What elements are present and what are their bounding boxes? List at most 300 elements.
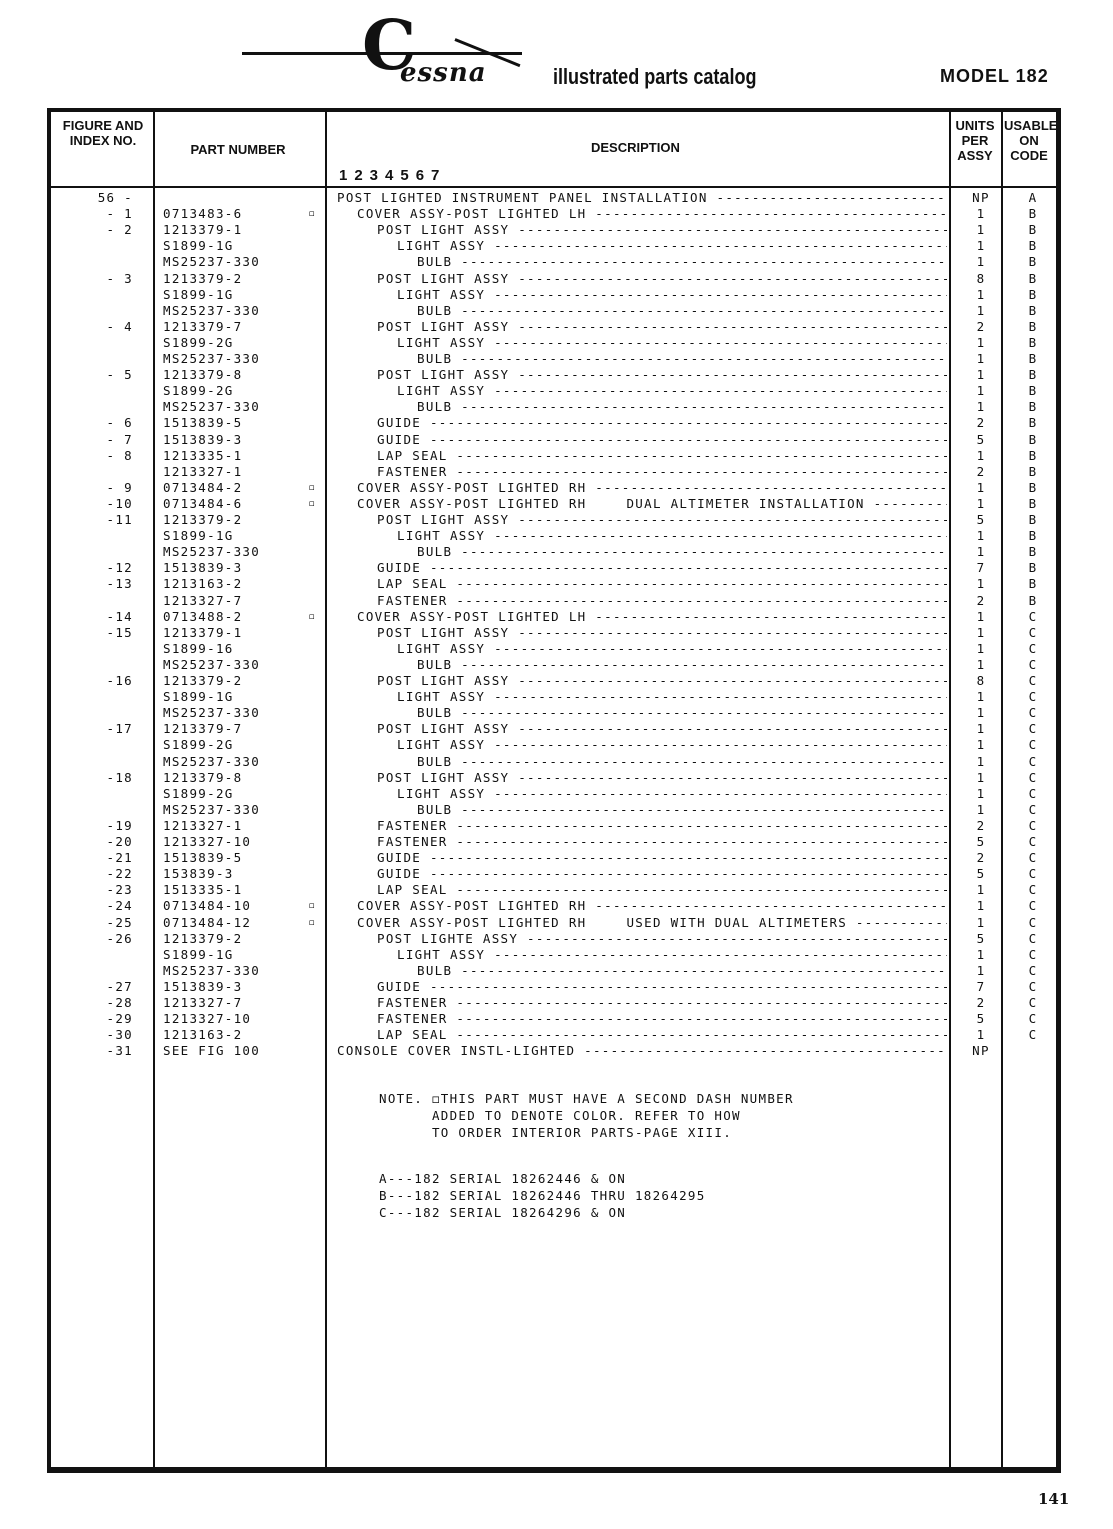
units-per-assy: 1 — [976, 769, 986, 785]
usable-on-code: C — [1028, 769, 1038, 785]
table-row — [51, 222, 1051, 238]
figure-index: - 3 — [106, 270, 133, 286]
usable-on-code: B — [1028, 495, 1038, 511]
table-row — [51, 818, 1051, 834]
usable-on-code: B — [1028, 302, 1038, 318]
units-per-assy: 2 — [976, 817, 986, 833]
units-per-assy: 1 — [976, 914, 986, 930]
indent-digits: 1234567 — [339, 167, 447, 184]
part-description: GUIDE ----- — [377, 560, 947, 576]
usable-on-code: B — [1028, 512, 1038, 527]
part-description: COVER ASSY-POST LIGHTED LH ----- — [357, 609, 947, 625]
part-description: LIGHT ASSY ----- — [397, 528, 947, 544]
usable-on-code: C — [1028, 656, 1038, 672]
usable-on-code: B — [1028, 238, 1038, 254]
table-row — [51, 657, 1051, 673]
part-description: GUIDE ----- — [377, 866, 947, 882]
page-header — [0, 0, 1113, 110]
figure-index: -21 — [106, 850, 133, 866]
usable-on-code: C — [1028, 608, 1038, 624]
figure-index: - 6 — [106, 415, 133, 431]
part-number: MS25237-330 — [163, 399, 261, 415]
units-per-assy: 1 — [976, 624, 986, 640]
usable-on-code: B — [1028, 431, 1038, 447]
table-row — [51, 432, 1051, 448]
figure-index: -16 — [106, 673, 133, 688]
figure-index: - 1 — [106, 206, 133, 222]
part-number: 1213327-1 — [163, 463, 243, 479]
part-number: S1899-16 — [163, 640, 234, 656]
units-per-assy: 1 — [976, 801, 986, 817]
part-description: LIGHT ASSY ----- — [397, 786, 947, 802]
table-row — [51, 625, 1051, 641]
part-number: 1213335-1 — [163, 447, 243, 463]
part-number: 1213379-8 — [163, 769, 243, 785]
part-description: LAP SEAL ----- — [377, 448, 947, 464]
part-number: MS25237-330 — [163, 753, 261, 769]
color-dash-marker: ◻ — [309, 901, 316, 912]
part-description: GUIDE ----- — [377, 979, 947, 995]
part-number: 1213327-7 — [163, 592, 243, 608]
table-row — [51, 963, 1051, 979]
units-per-assy: 1 — [976, 640, 986, 656]
usable-on-code: B — [1028, 592, 1038, 608]
catalog-subtitle: illustrated parts catalog — [553, 64, 757, 89]
page-number: 141 — [1038, 1490, 1070, 1508]
parts-table — [47, 108, 1061, 1473]
part-number: 0713483-6 — [163, 206, 243, 222]
table-row — [51, 480, 1051, 496]
table-row — [51, 947, 1051, 963]
table-row — [51, 351, 1051, 367]
units-per-assy: 1 — [976, 898, 986, 914]
part-description — [357, 915, 947, 931]
figure-index: -12 — [106, 560, 133, 576]
table-row — [51, 415, 1051, 431]
code-legend-a: A---182 SERIAL 18262446 & ON — [379, 1171, 627, 1186]
units-per-assy: 5 — [976, 431, 986, 447]
units-per-assy: 1 — [976, 528, 986, 544]
usable-on-code: B — [1028, 463, 1038, 479]
units-per-assy: 1 — [976, 785, 986, 801]
figure-index: -17 — [106, 721, 133, 737]
usable-on-code: B — [1028, 351, 1038, 366]
code-legend-c: C---182 SERIAL 18264296 & ON — [379, 1205, 627, 1220]
part-number: S1899-2G — [163, 737, 234, 753]
figure-index: -18 — [106, 769, 133, 785]
usable-on-code: C — [1028, 1011, 1038, 1027]
table-row — [51, 609, 1051, 625]
part-description: LIGHT ASSY ----- — [397, 335, 947, 351]
part-description: LAP SEAL ----- — [377, 576, 947, 592]
usable-on-code: B — [1028, 447, 1038, 463]
units-per-assy: 1 — [976, 753, 986, 769]
units-per-assy: 1 — [976, 238, 986, 254]
units-per-assy: 1 — [976, 447, 986, 463]
color-dash-marker: ◻ — [309, 482, 316, 493]
units-per-assy: 2 — [976, 415, 986, 431]
part-number: S1899-2G — [163, 383, 234, 399]
part-number: S1899-1G — [163, 946, 234, 962]
part-description: BULB ----- — [417, 754, 947, 770]
part-number: 1513839-5 — [163, 850, 243, 866]
figure-index: -19 — [106, 817, 133, 833]
table-row — [51, 287, 1051, 303]
units-per-assy: 1 — [976, 222, 986, 238]
units-per-assy: 1 — [976, 576, 986, 592]
part-description: BULB ----- — [417, 963, 947, 979]
part-number: MS25237-330 — [163, 801, 261, 817]
usable-on-code: C — [1028, 930, 1038, 946]
usable-on-code: B — [1028, 254, 1038, 270]
table-row — [51, 560, 1051, 576]
table-row — [51, 593, 1051, 609]
units-per-assy: 2 — [976, 995, 986, 1010]
part-number: 1513839-3 — [163, 978, 243, 994]
usable-on-code: C — [1028, 882, 1038, 898]
units-per-assy: 7 — [976, 560, 986, 576]
usable-on-code: C — [1028, 753, 1038, 769]
figure-index: -26 — [106, 930, 133, 946]
note-line: ADDED TO DENOTE COLOR. REFER TO HOW — [379, 1108, 741, 1123]
part-description: POST LIGHT ASSY ----- — [377, 721, 947, 737]
usable-on-code: B — [1028, 383, 1038, 399]
header-units: UNITS PER ASSY — [955, 118, 995, 163]
units-per-assy: 2 — [976, 463, 986, 479]
units-per-assy: 1 — [976, 351, 986, 366]
part-number: S1899-1G — [163, 238, 234, 254]
usable-on-code: C — [1028, 946, 1038, 962]
part-description: FASTENER ----- — [377, 834, 947, 850]
logo-initial: C — [362, 6, 417, 86]
usable-on-code: B — [1028, 560, 1038, 576]
part-description: POST LIGHT ASSY ----- — [377, 271, 947, 287]
part-description: POST LIGHTE ASSY ----- — [377, 931, 947, 947]
logo-wordmark: essna — [400, 58, 487, 88]
part-number: MS25237-330 — [163, 656, 261, 672]
usable-on-code: C — [1028, 850, 1038, 866]
usable-on-code: C — [1028, 673, 1038, 688]
part-number: 1213379-8 — [163, 367, 243, 383]
units-per-assy: 1 — [976, 1027, 986, 1043]
usable-on-code: C — [1028, 801, 1038, 817]
figure-index: 56 - — [97, 190, 133, 205]
part-description: POST LIGHT ASSY ----- — [377, 319, 947, 335]
units-per-assy: 1 — [976, 254, 986, 270]
units-per-assy: 1 — [976, 302, 986, 318]
part-number: 1213379-2 — [163, 930, 243, 946]
table-row — [51, 254, 1051, 270]
figure-index: -20 — [106, 834, 133, 849]
part-description: BULB ----- — [417, 399, 947, 415]
part-description: BULB ----- — [417, 254, 947, 270]
table-row — [51, 528, 1051, 544]
table-row — [51, 238, 1051, 254]
table-row — [51, 786, 1051, 802]
part-description: BULB ----- — [417, 657, 947, 673]
part-number: S1899-1G — [163, 286, 234, 302]
units-per-assy: 1 — [976, 721, 986, 737]
part-number: S1899-1G — [163, 528, 234, 544]
color-dash-marker: ◻ — [309, 917, 316, 928]
part-description: LAP SEAL ----- — [377, 1027, 947, 1043]
table-row — [51, 802, 1051, 818]
note-line: TO ORDER INTERIOR PARTS-PAGE XIII. — [379, 1125, 733, 1140]
figure-index: -27 — [106, 978, 133, 994]
part-number: 1213379-7 — [163, 318, 243, 334]
code-legend-b: B---182 SERIAL 18262446 THRU 18264295 — [379, 1188, 706, 1203]
units-per-assy: 7 — [976, 978, 986, 994]
table-row — [51, 915, 1051, 931]
units-per-assy: 1 — [976, 383, 986, 399]
description-note: USED WITH DUAL ALTIMETERS — [626, 914, 848, 930]
table-row — [51, 770, 1051, 786]
part-number: S1899-2G — [163, 785, 234, 801]
part-number: 1213379-2 — [163, 270, 243, 286]
part-description: FASTENER ----- — [377, 818, 947, 834]
part-number: 1213327-7 — [163, 995, 243, 1010]
units-per-assy: 1 — [976, 689, 986, 705]
part-description: LIGHT ASSY ----- — [397, 641, 947, 657]
units-per-assy: 2 — [976, 592, 986, 608]
usable-on-code: A — [1028, 190, 1038, 205]
part-description: COVER ASSY-POST LIGHTED RH ----- — [357, 898, 947, 914]
part-description: POST LIGHT ASSY ----- — [377, 222, 947, 238]
part-number: 0713484-10 — [163, 898, 252, 914]
part-description: COVER ASSY-POST LIGHTED LH ----- — [357, 206, 947, 222]
table-row — [51, 496, 1051, 512]
part-number: MS25237-330 — [163, 962, 261, 978]
part-number: 1213327-10 — [163, 1011, 252, 1027]
part-number: 1513839-3 — [163, 431, 243, 447]
part-description: BULB ----- — [417, 303, 947, 319]
part-number: 1213379-1 — [163, 624, 243, 640]
part-description: POST LIGHT ASSY ----- — [377, 673, 947, 689]
units-per-assy: 1 — [976, 286, 986, 302]
table-row — [51, 512, 1051, 528]
note-line: NOTE. ◻THIS PART MUST HAVE A SECOND DASH NUMBER — [379, 1091, 794, 1106]
part-number: 0713484-6 — [163, 495, 243, 511]
figure-index: -11 — [106, 512, 133, 527]
figure-index: - 9 — [106, 479, 133, 495]
table-row — [51, 866, 1051, 882]
part-description: COVER ASSY-POST LIGHTED RH ----- — [357, 480, 947, 496]
part-number: 1213327-10 — [163, 834, 252, 849]
table-row — [51, 721, 1051, 737]
figure-index: -29 — [106, 1011, 133, 1027]
units-per-assy: 1 — [976, 334, 986, 350]
table-row — [51, 464, 1051, 480]
part-number: MS25237-330 — [163, 705, 261, 721]
usable-on-code: B — [1028, 286, 1038, 302]
model-label: MODEL 182 — [940, 66, 1049, 86]
figure-index: -25 — [106, 914, 133, 930]
units-per-assy: 1 — [976, 882, 986, 898]
usable-on-code: C — [1028, 737, 1038, 753]
units-per-assy: 5 — [976, 866, 986, 882]
usable-on-code: C — [1028, 898, 1038, 914]
figure-index: -28 — [106, 995, 133, 1010]
usable-on-code: C — [1028, 914, 1038, 930]
units-per-assy: 5 — [976, 1011, 986, 1027]
part-description: BULB ----- — [417, 351, 947, 367]
part-number: 1213163-2 — [163, 1027, 243, 1043]
header-usable: USABLE ON CODE — [1004, 118, 1058, 163]
header-description: DESCRIPTION — [591, 140, 680, 155]
usable-on-code: B — [1028, 222, 1038, 238]
figure-index: -24 — [106, 898, 133, 914]
part-number: MS25237-330 — [163, 351, 261, 366]
table-row — [51, 399, 1051, 415]
usable-on-code: C — [1028, 1027, 1038, 1043]
units-per-assy: NP — [972, 1043, 990, 1059]
units-per-assy: 1 — [976, 479, 986, 495]
part-number: 0713484-12 — [163, 914, 252, 930]
table-row — [51, 995, 1051, 1011]
part-description: LIGHT ASSY ----- — [397, 238, 947, 254]
part-description: FASTENER ----- — [377, 995, 947, 1011]
part-number: 1513839-5 — [163, 415, 243, 431]
usable-on-code: B — [1028, 544, 1038, 560]
description-text: COVER ASSY-POST LIGHTED RH — [357, 914, 587, 930]
table-row — [51, 705, 1051, 721]
table-row — [51, 737, 1051, 753]
part-number: 153839-3 — [163, 866, 234, 882]
units-per-assy: 1 — [976, 705, 986, 721]
table-row — [51, 1027, 1051, 1043]
table-row — [51, 448, 1051, 464]
header-divider — [51, 186, 1056, 188]
table-row — [51, 271, 1051, 287]
color-dash-marker: ◻ — [309, 611, 316, 622]
usable-on-code: B — [1028, 415, 1038, 431]
usable-on-code: B — [1028, 399, 1038, 415]
part-description: LIGHT ASSY ----- — [397, 383, 947, 399]
table-row — [51, 834, 1051, 850]
part-description: LIGHT ASSY ----- — [397, 689, 947, 705]
table-row — [51, 979, 1051, 995]
units-per-assy: 1 — [976, 656, 986, 672]
units-per-assy: 5 — [976, 512, 986, 527]
part-number: 1213379-2 — [163, 512, 243, 527]
usable-on-code: B — [1028, 206, 1038, 222]
part-number: 1213379-7 — [163, 721, 243, 737]
table-row — [51, 335, 1051, 351]
part-description: GUIDE ----- — [377, 850, 947, 866]
usable-on-code: B — [1028, 318, 1038, 334]
units-per-assy: 2 — [976, 318, 986, 334]
units-per-assy: 8 — [976, 673, 986, 688]
part-description: BULB ----- — [417, 544, 947, 560]
description-note: DUAL ALTIMETER INSTALLATION — [626, 495, 865, 511]
part-number: 0713488-2 — [163, 608, 243, 624]
part-number: 1513335-1 — [163, 882, 243, 898]
table-row — [51, 931, 1051, 947]
part-number: 0713484-2 — [163, 479, 243, 495]
figure-index: -23 — [106, 882, 133, 898]
usable-on-code: C — [1028, 995, 1038, 1010]
part-number: MS25237-330 — [163, 544, 261, 560]
part-number: S1899-1G — [163, 689, 234, 705]
table-row — [51, 544, 1051, 560]
table-row — [51, 383, 1051, 399]
part-description: LIGHT ASSY ----- — [397, 947, 947, 963]
part-description: LIGHT ASSY ----- — [397, 737, 947, 753]
part-number: 1213379-1 — [163, 222, 243, 238]
part-description: FASTENER ----- — [377, 464, 947, 480]
usable-on-code: C — [1028, 817, 1038, 833]
figure-index: -14 — [106, 608, 133, 624]
usable-on-code: B — [1028, 367, 1038, 383]
figure-index: - 4 — [106, 318, 133, 334]
part-description: POST LIGHT ASSY ----- — [377, 367, 947, 383]
part-number: SEE FIG 100 — [163, 1043, 261, 1059]
part-number: 1213379-2 — [163, 673, 243, 688]
part-description: FASTENER ----- — [377, 593, 947, 609]
part-description: POST LIGHT ASSY ----- — [377, 770, 947, 786]
figure-index: -30 — [106, 1027, 133, 1043]
table-row — [51, 1043, 1051, 1059]
part-number: MS25237-330 — [163, 302, 261, 318]
figure-index: -15 — [106, 624, 133, 640]
units-per-assy: 1 — [976, 737, 986, 753]
table-row — [51, 367, 1051, 383]
figure-index: -13 — [106, 576, 133, 592]
units-per-assy: 2 — [976, 850, 986, 866]
figure-index: - 7 — [106, 431, 133, 447]
table-row — [51, 319, 1051, 335]
usable-on-code: C — [1028, 962, 1038, 978]
usable-on-code: C — [1028, 689, 1038, 705]
part-description: LAP SEAL ----- — [377, 882, 947, 898]
usable-on-code: C — [1028, 834, 1038, 849]
part-description: CONSOLE COVER INSTL-LIGHTED ----- — [337, 1043, 947, 1059]
usable-on-code: C — [1028, 705, 1038, 721]
part-number: 1513839-3 — [163, 560, 243, 576]
usable-on-code: C — [1028, 785, 1038, 801]
usable-on-code: B — [1028, 270, 1038, 286]
figure-index: - 8 — [106, 447, 133, 463]
units-per-assy: 5 — [976, 930, 986, 946]
header-figure: FIGURE AND INDEX NO. — [62, 118, 144, 148]
table-row — [51, 673, 1051, 689]
table-row — [51, 190, 1051, 206]
usable-on-code: C — [1028, 624, 1038, 640]
units-per-assy: 1 — [976, 946, 986, 962]
table-row — [51, 303, 1051, 319]
part-number: 1213163-2 — [163, 576, 243, 592]
units-per-assy: NP — [972, 190, 990, 205]
part-number: MS25237-330 — [163, 254, 261, 270]
usable-on-code: B — [1028, 479, 1038, 495]
usable-on-code: B — [1028, 576, 1038, 592]
header-part-number: PART NUMBER — [190, 142, 286, 157]
figure-index: -31 — [106, 1043, 133, 1059]
part-description: POST LIGHT ASSY ----- — [377, 512, 947, 528]
usable-on-code: C — [1028, 640, 1038, 656]
figure-index: -10 — [106, 495, 133, 511]
part-description: GUIDE ----- — [377, 432, 947, 448]
units-per-assy: 1 — [976, 206, 986, 222]
usable-on-code: C — [1028, 866, 1038, 882]
table-row — [51, 1011, 1051, 1027]
part-description: POST LIGHTED INSTRUMENT PANEL INSTALLATION ----- — [337, 190, 947, 206]
figure-index: - 2 — [106, 222, 133, 238]
part-description: BULB ----- — [417, 802, 947, 818]
units-per-assy: 1 — [976, 399, 986, 415]
part-description — [357, 496, 947, 512]
units-per-assy: 8 — [976, 270, 986, 286]
